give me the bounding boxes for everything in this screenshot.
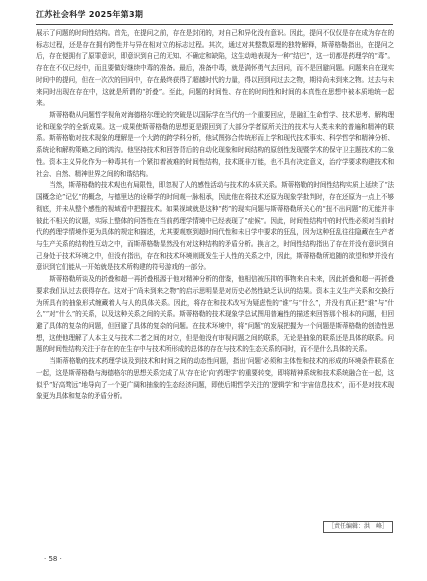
paragraph: 展示了问题的时间性结构。首先，在提问之前，存在是封闭的，对自己和异化没有意识。因此，提问不仅仅是存在成为存在的标志过程，还是存在拥有跨性并与异在相对立的标志过程。其次，通过对其整数原理的独特解释，斯蒂格勒指出，在提问之后，存在便拥有了原罪意识，即意识到自己的无知、不确定和缺陷，这生动地表现为一种“结巴”，这一切都是药理学的“毒”。存在在不仅已经中，而且要做好继续中毒的准备。最后，准备中毒，就是满怀勇气去回问，而不是回避问题。问题来自在现实时间中的提问，但在一次次的回问中，存在最终获得了超越时代的力量，得以回到问过去之物，期待尚未到来之物。过去与未来同时出现在存在中，这就是所谓的“折叠”。至此，问题的时间性、存在的时间性和时间的本真性在思想中被本质地统一起来。 xyxy=(36,29,394,108)
article-body xyxy=(36,28,394,518)
page-header xyxy=(36,6,393,25)
paragraph: 斯蒂格勒所谈及的折叠和超一再折叠根源于他对精神分析的借鉴，他相信被压抑的事物来自未来，因此折叠和超一再折叠要求我们认过去获得存在。这对于“尚未到来之物”的启示思明显是对历史必然性缺乏认识的结果。资本主义生产关系和交换行为所具有的抽象形式缠藏着人与人的具体关系。因此，将存在和技术改写为疑虑性的“谁”与“什么”，并没有真正把“谁”与“什么”“对“什么”的关系，以及这种关系之间的关系。斯蒂格勒的技术现象学总试图用普遍性的描述来回答那个根本的问题，但回避了具体的复杂的问题，但回避了具体的复杂的问题。在技术环境中，将“问题”的发展把握为一个问题是斯蒂格勒的创造性思想，这使他理解了人本主义与技术二者之间的对立，但是他没有审视问题之间的联系，无论是抽象的联系还是具体的联系。问题的时间性结构关注于存在的在生存中与技术所形成的总体的存在与技术的生态关系的同时，而不是什么具体的关系。 xyxy=(36,275,394,354)
journal-title: 江苏社会科学 2025年第3期 xyxy=(36,10,144,19)
paragraph: 斯蒂格勒从问题哲学视角对海德格尔理论的突破是以国际学在当代的一个重要回应，是融汇生命哲学、技术思考、解构理论和现象学的全新成果。这一成果使斯蒂格勒的思想更是跟回到了大部分学者原所关注的技术与人类未来的普遍和精神的联系。斯蒂格勒对技术现象的理解是一个大跨的跨学科分析，他试图弥合传统形而上学和现代技术事实、科学哲学和精神分析、系统论和解构策略之间的鸿沟。他坚持技术和回答背后的自动化现象和时间结构的原创性发现暨学术的保守卫主题技术的二象性。资本主义异化作为一种毒其有一个紧扣着被难的时间性结构，技术既非万能，也不具有决定意义，治疗学要求构建技术和社会、自然、精神世界之间的和谐结构。 xyxy=(36,111,394,178)
paragraph: 当然，斯蒂格勒的技术观也有局限性，即忽视了人的感性活动与技术的本质关系。斯蒂格勒的时间性结构实质上延续了“法国概念论”记忆“的概念，与德里达的诠释学的时间观一脉相承，因此他在将技术还原为现象学批判时，存在还原为一点上不够彻底，并未从整个感性的视域看中把握技术。如果视域就是这种“药”的现实问题与斯蒂格勒所关心的“扭不出问题”的无能并非彼此不相关的议题，实际上整体的问答性在当前药理学情境中已经表现了“症候”。因此，时间性结构中的时代性必须对当前时代的药理学情境作更为具体的规定和描述，尤其要观察到超时间代性和未日学中要求的狂乱，因为这种狂乱往往隐藏在生产者与生产关系的结构性互动之中，而斯蒂格勒显然没有对这种结构的矛盾分析。换言之，时间性结构指出了存在并没有意识到自己身处于技术环境之中，但没有指出，存在和技术环境则既发生于人性的关系之中，因此，斯蒂格勒所追随的欲望和梦并没有意识到它们能从一开始就是技术所构建的符号游戏的一部分。 xyxy=(36,181,394,272)
page-number: · 58 · xyxy=(44,555,62,563)
editor-credit: ［责任编辑：洪 峰］ xyxy=(323,521,393,533)
paragraph: 当斯蒂格勒的技术药理学谈及到技术和时间之间的动态性问题，指出‘问题’必须和主体性和技术的形成的环境条件联系在一起，这是斯蒂格勒与海德格尔的思想关系完成了从‘存在论’向‘药理学’的重要转变，即将精神系统和技术系统融合在一起，这似乎“好高骛远”地导向了一个更广阔和抽象的生态经济问题，即使后期哲学关注的‘逻辑学’和‘宇宙信息技术’，而不是对技术现象更为具体和复杂的矛盾分析。 xyxy=(36,357,394,401)
